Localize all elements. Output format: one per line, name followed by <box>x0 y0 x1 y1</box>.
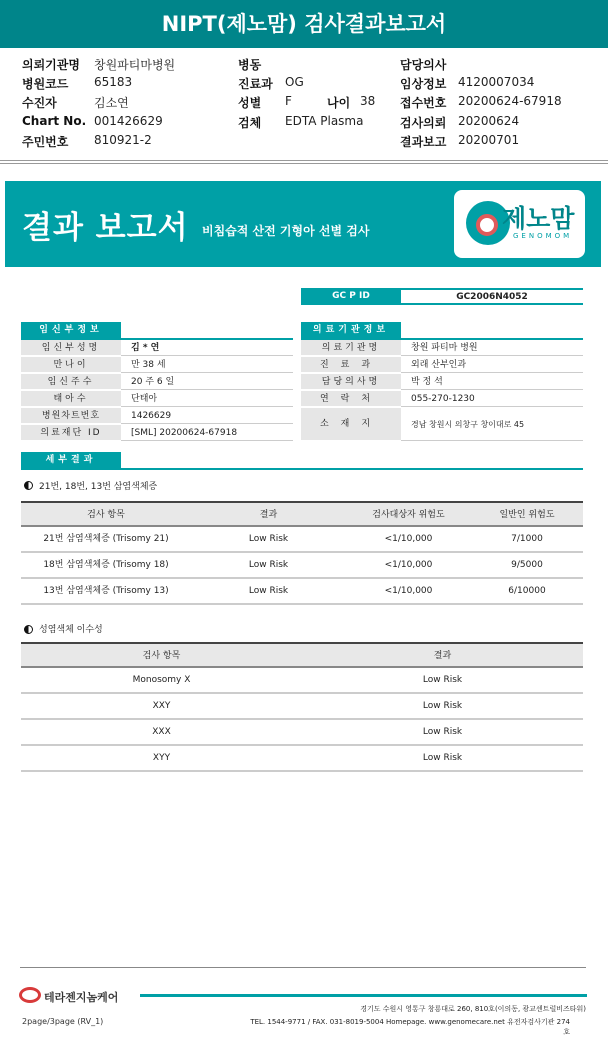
logo-text: 제노맘 <box>502 204 575 233</box>
banner-title: 결과 보고서 <box>22 210 189 246</box>
institution-row-label: 담당의사명 <box>301 374 401 390</box>
report-header-title: NIPT(제노맘) 검사결과보고서 <box>0 0 608 48</box>
info-value: EDTA Plasma <box>285 114 364 128</box>
half-circle-icon <box>24 625 33 634</box>
table-header: 검사대상자 위험도 <box>372 510 445 520</box>
table-cell: Low Risk <box>248 586 289 596</box>
info-value: OG <box>285 75 304 89</box>
page-number: 2page/3page (RV_1) <box>22 1017 104 1026</box>
table-cell: 21번 삼염색체증 (Trisomy 21) <box>43 534 169 544</box>
info-label: 검체 <box>238 116 262 130</box>
info-value: 20200624 <box>458 114 520 128</box>
patient-row-value: 단태아 <box>121 391 293 407</box>
table-cell: Low Risk <box>422 753 463 763</box>
patient-row-label: 병원차트번호 <box>21 408 121 424</box>
table-cell: Low Risk <box>422 727 463 737</box>
gcpid-label: GC P ID <box>301 288 401 305</box>
half-circle-icon <box>24 481 33 490</box>
info-label: 의뢰기관명 <box>22 58 80 72</box>
table-cell: 13번 삼염색체증 (Trisomy 13) <box>43 586 169 596</box>
patient-row-value: [SML] 20200624-67918 <box>121 425 293 441</box>
info-value: 20200701 <box>458 133 520 147</box>
footer-accent-bar <box>140 994 587 997</box>
table-cell: XXY <box>152 701 171 711</box>
info-label: 임상정보 <box>400 77 447 91</box>
table2-title: 성염색체 이수성 <box>39 625 103 635</box>
table-cell: <1/10,000 <box>384 560 433 570</box>
info-value: 창원파티마병원 <box>94 58 176 72</box>
patient-row-label: 만나이 <box>21 357 121 373</box>
info-label: 성별 <box>238 96 262 110</box>
table-header: 일반인 위험도 <box>499 510 555 520</box>
table-cell: XXX <box>152 727 171 737</box>
table-cell: 6/10000 <box>508 586 546 596</box>
header-divider <box>0 160 608 164</box>
table-row <box>21 527 583 553</box>
patient-row-label: 임신부성명 <box>21 340 121 356</box>
info-label: 병원코드 <box>22 77 69 91</box>
info-label: Chart No. <box>22 114 87 128</box>
info-label: 접수번호 <box>400 96 447 110</box>
footer-address: 경기도 수원시 영통구 창룡대로 260, 810호(이의동, 광교센트럴비즈타워) <box>360 1005 586 1013</box>
institution-section-label: 의료기관정보 <box>301 322 401 338</box>
table-row <box>21 720 583 746</box>
results-section-label: 세부결과 <box>21 452 121 468</box>
gcpid-value: GC2006N4052 <box>401 288 583 305</box>
terragen-logo-icon <box>19 987 41 1003</box>
logo-subtext: GENOMOM <box>513 232 573 240</box>
institution-row-label: 소재지 <box>301 408 401 441</box>
institution-row-value: 박 정 석 <box>401 374 583 390</box>
table-cell: 7/1000 <box>511 534 543 544</box>
info-label: 진료과 <box>238 77 273 91</box>
table-row <box>21 668 583 694</box>
patient-row-label: 태아수 <box>21 391 121 407</box>
table-row <box>21 579 583 605</box>
table1-title: 21번, 18번, 13번 삼염색체증 <box>39 482 158 492</box>
info-value: 20200624-67918 <box>458 94 562 108</box>
institution-row-label: 진료과 <box>301 357 401 373</box>
table-header: 검사 항목 <box>142 651 181 661</box>
age-label: 나이 <box>327 96 351 110</box>
sex-chromosome-table <box>21 642 583 772</box>
info-label: 검사의뢰 <box>400 116 447 130</box>
trisomy-table <box>21 501 583 605</box>
institution-row-label: 연락처 <box>301 391 401 407</box>
age-value: 38 <box>360 94 376 108</box>
table-cell: 9/5000 <box>511 560 543 570</box>
table-cell: <1/10,000 <box>384 586 433 596</box>
table-row <box>21 746 583 772</box>
genomom-logo-inner-icon <box>476 214 498 236</box>
table-header: 검사 항목 <box>87 510 125 520</box>
info-label: 병동 <box>238 58 262 72</box>
patient-row-value: 만 38 세 <box>121 357 293 373</box>
patient-row-value: 20 주 6 일 <box>121 374 293 390</box>
institution-row-value: 경남 창원시 의창구 창이대로 45 <box>401 408 583 441</box>
banner-subtitle: 비침습적 산전 기형아 선별 검사 <box>202 224 370 238</box>
info-value: 810921-2 <box>94 133 152 147</box>
info-label: 주민번호 <box>22 135 69 149</box>
table-header-row <box>21 644 583 668</box>
info-value: 김소연 <box>94 96 129 110</box>
table-row <box>21 694 583 720</box>
patient-row-value: 김 * 연 <box>121 340 293 356</box>
table-cell: Low Risk <box>248 560 289 570</box>
footer-contact: TEL. 1544-9771 / FAX. 031-8019-5004 Homepage. www.genomecare.net 유전자검사기관 274호 <box>250 1018 570 1036</box>
table-header-row <box>21 503 583 527</box>
section-underline <box>21 468 583 470</box>
info-value: 001426629 <box>94 114 163 128</box>
patient-row-label: 의료재단 ID <box>21 425 121 441</box>
info-label: 담당의사 <box>400 58 447 72</box>
info-value: 4120007034 <box>458 75 535 89</box>
table-cell: Low Risk <box>422 675 463 685</box>
table-row <box>21 553 583 579</box>
patient-section-label: 임신부정보 <box>21 322 121 338</box>
table-cell: Low Risk <box>422 701 463 711</box>
table-header: 결과 <box>433 651 452 661</box>
info-label: 결과보고 <box>400 135 447 149</box>
table-cell: Low Risk <box>248 534 289 544</box>
table-cell: Monosomy X <box>132 675 191 685</box>
footer-company: 테라젠지놈케어 <box>44 991 119 1004</box>
patient-row-value: 1426629 <box>121 408 293 424</box>
info-value: F <box>285 94 292 108</box>
table-header: 결과 <box>259 510 278 520</box>
table-cell: XYY <box>152 753 171 763</box>
info-value: 65183 <box>94 75 133 89</box>
footer-divider <box>20 967 586 968</box>
institution-row-value: 창원 파티마 병원 <box>401 340 583 356</box>
institution-row-label: 의료기관명 <box>301 340 401 356</box>
table-cell: <1/10,000 <box>384 534 433 544</box>
institution-row-value: 외래 산부인과 <box>401 357 583 373</box>
info-label: 수진자 <box>22 96 57 110</box>
table-cell: 18번 삼염색체증 (Trisomy 18) <box>43 560 169 570</box>
institution-row-value: 055-270-1230 <box>401 391 583 407</box>
patient-row-label: 임신주수 <box>21 374 121 390</box>
